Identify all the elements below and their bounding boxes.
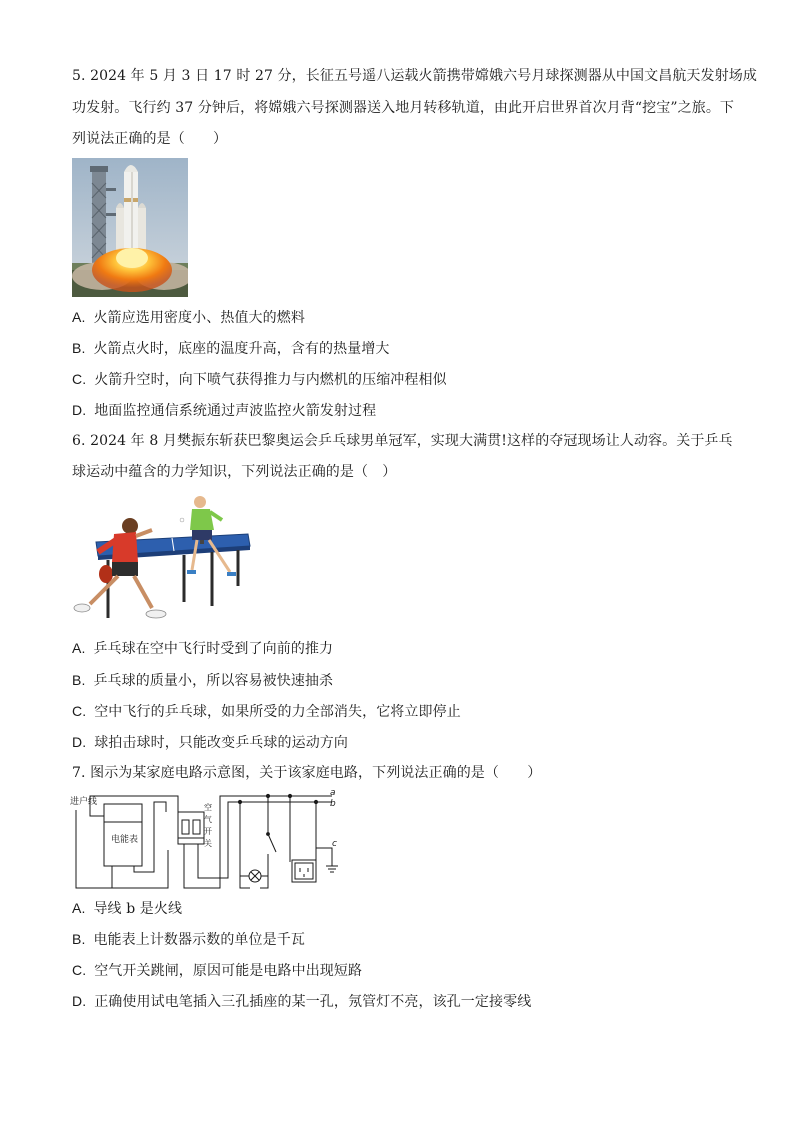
q7-option-d[interactable]: D. 正确使用试电笔插入三孔插座的某一孔，氖管灯不亮，该孔一定接零线 bbox=[72, 993, 532, 1010]
q5-option-a[interactable]: A. 火箭应选用密度小、热值大的燃料 bbox=[72, 309, 305, 326]
q6-stem-line-1: 6. 2024 年 8 月樊振东斩获巴黎奥运会乒乓球男单冠军，实现大满贯!这样的夺冠现场让人动容。关于乒乓 bbox=[72, 433, 733, 449]
q5-option-b[interactable]: B. 火箭点火时，底座的温度升高，含有的热量增大 bbox=[72, 340, 390, 357]
table-tennis-image bbox=[72, 490, 252, 625]
circuit-label-breaker-1: 空 bbox=[204, 803, 212, 812]
circuit-label-breaker-4: 关 bbox=[204, 839, 212, 848]
q6-option-a[interactable]: A. 乒乓球在空中飞行时受到了向前的推力 bbox=[72, 640, 334, 657]
circuit-diagram bbox=[68, 788, 344, 892]
circuit-label-a: a bbox=[330, 788, 336, 798]
circuit-label-input: 进户线 bbox=[70, 797, 98, 807]
q5-option-d[interactable]: D. 地面监控通信系统通过声波监控火箭发射过程 bbox=[72, 402, 377, 419]
q7-option-c[interactable]: C. 空气开关跳闸，原因可能是电路中出现短路 bbox=[72, 962, 363, 979]
q6-option-c[interactable]: C. 空中飞行的乒乓球，如果所受的力全部消失，它将立即停止 bbox=[72, 703, 461, 720]
q7-stem-line-1: 7. 图示为某家庭电路示意图，关于该家庭电路，下列说法正确的是（ ） bbox=[72, 765, 542, 781]
q5-stem-line-1: 5. 2024 年 5 月 3 日 17 时 27 分，长征五号遥八运载火箭携带嫦娥六号月球探测器从中国文昌航天发射场成 bbox=[72, 68, 757, 84]
circuit-label-breaker-3: 开 bbox=[204, 827, 212, 836]
q7-option-a[interactable]: A. 导线 b 是火线 bbox=[72, 900, 183, 917]
q5-option-c[interactable]: C. 火箭升空时，向下喷气获得推力与内燃机的压缩冲程相似 bbox=[72, 371, 447, 388]
circuit-label-c: c bbox=[332, 839, 337, 849]
q6-option-b[interactable]: B. 乒乓球的质量小，所以容易被快速抽杀 bbox=[72, 672, 334, 689]
q5-stem-line-2: 功发射。飞行约 37 分钟后，将嫦娥六号探测器送入地月转移轨道，由此开启世界首次月背“挖宝”之旅。下 bbox=[72, 100, 735, 116]
q6-option-d[interactable]: D. 球拍击球时，只能改变乒乓球的运动方向 bbox=[72, 734, 349, 751]
circuit-label-breaker-2: 气 bbox=[204, 815, 212, 824]
q5-stem-line-3: 列说法正确的是（ ） bbox=[72, 131, 228, 147]
circuit-label-b: b bbox=[330, 799, 336, 809]
q7-option-b[interactable]: B. 电能表上计数器示数的单位是千瓦 bbox=[72, 931, 305, 948]
q6-stem-line-2: 球运动中蕴含的力学知识，下列说法正确的是（ ） bbox=[72, 464, 397, 480]
rocket-launch-image bbox=[72, 158, 188, 297]
circuit-label-meter: 电能表 bbox=[111, 835, 139, 845]
